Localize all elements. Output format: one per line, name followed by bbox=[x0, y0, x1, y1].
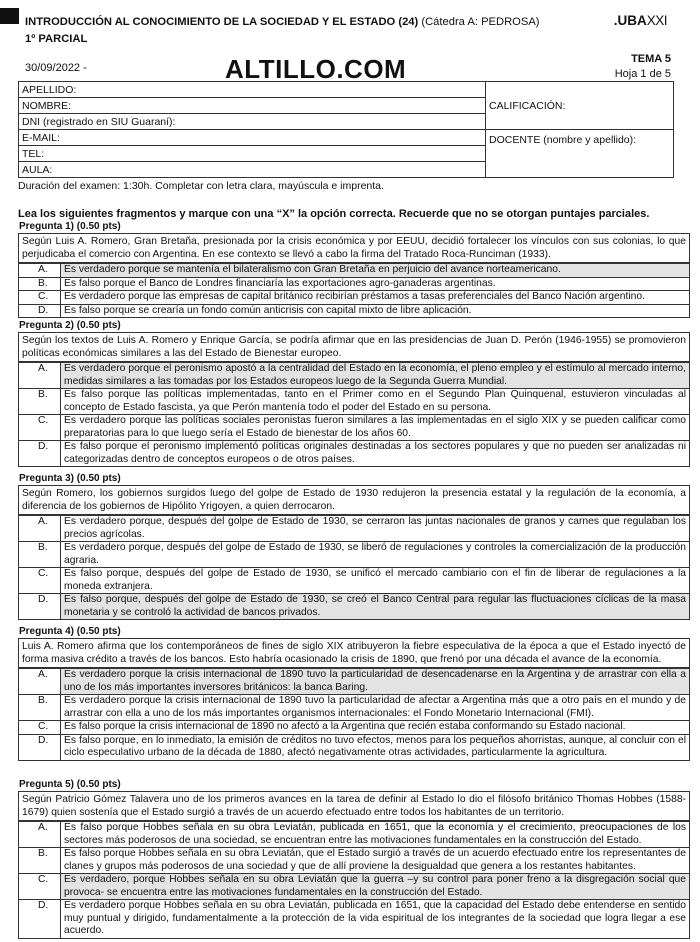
tema-label: TEMA 5 bbox=[631, 53, 671, 65]
option-text: Es verdadero, porque Hobbes señala en su obra Leviatán que la guerra –y su control para poner freno a la disgregación social que provoca- se encuentra entre las motivaciones fundamentales en la construcción del Estado. bbox=[60, 874, 689, 899]
answer-option[interactable] bbox=[19, 414, 689, 440]
option-text: Es falso porque el Banco de Londres financiaría las exportaciones agro-ganaderas argentinas. bbox=[60, 278, 689, 291]
question-stem: Según Romero, los gobiernos surgidos luego del golpe de Estado de 1930 redujeron la presencia estatal y la regulación de la economía, a diferencia de los gobiernos de Hipólito Yrigoyen, a quien derrocaron. bbox=[19, 486, 689, 515]
page-counter: Hoja 1 de 5 bbox=[614, 68, 671, 80]
question-label: Pregunta 1) (0.50 pts) bbox=[19, 221, 121, 232]
catedra-label: (Cátedra A: PEDROSA) bbox=[421, 16, 540, 28]
question-block bbox=[18, 233, 690, 318]
option-letter: A. bbox=[38, 822, 48, 833]
option-letter: A. bbox=[38, 264, 48, 275]
answer-option[interactable] bbox=[19, 362, 689, 388]
answer-option[interactable] bbox=[19, 720, 689, 734]
option-text: Es verdadero porque Hobbes señala en su obra Leviatán, publicada en 1651, que la capacidad del Estado debe entenderse en sentido muy puntual y dirigido, fundamentalmente a la protección de la vida espiritual de los integrantes de la sociedad que logra llegar a ese acuerdo. bbox=[60, 900, 689, 938]
option-text: Es verdadero porque las empresas de capital británico recibirían préstamos a tasas preferenciales del Banco Nación argentino. bbox=[60, 291, 689, 304]
course-name: INTRODUCCIÓN AL CONOCIMIENTO DE LA SOCIEDAD Y EL ESTADO (24) bbox=[25, 16, 419, 28]
option-text: Es falso porque, después del golpe de Estado de 1930, se unificó el mercado cambiario con el fin de liberar de regulaciones a la moneda extranjera. bbox=[60, 568, 689, 593]
option-letter: D. bbox=[38, 441, 49, 452]
answer-option[interactable] bbox=[19, 440, 689, 466]
option-letter: D. bbox=[38, 594, 49, 605]
option-letter: C. bbox=[38, 291, 49, 302]
option-letter: B. bbox=[38, 848, 48, 859]
option-text: Es verdadero porque la crisis internacional de 1890 tuvo la particularidad de afectar a Argentina más que a otro país en el mundo y de arrastrar con ella a uno de los más importantes organismos internacionales: el Fondo Monetario Internacional (FMI). bbox=[60, 695, 689, 720]
aula-field[interactable]: AULA: bbox=[19, 162, 486, 178]
option-text: Es falso porque Hobbes señala en su obra Leviatán, que el Estado surgió a través de un acuerdo efectuado entre los representantes de clanes y grupos más poderosos de una sociedad y que de allí proviene la desigualdad que genera a los restantes habitantes. bbox=[60, 848, 689, 873]
option-letter: A. bbox=[38, 363, 48, 374]
uba-logo-suffix: XXI bbox=[646, 13, 667, 28]
question-block bbox=[18, 638, 690, 761]
option-letter: D. bbox=[38, 734, 49, 746]
option-letter: C. bbox=[38, 874, 49, 885]
apellido-field[interactable]: APELLIDO: bbox=[19, 82, 486, 98]
uba-logo-text: .UBA bbox=[613, 13, 647, 28]
email-field[interactable]: E-MAIL: bbox=[19, 130, 486, 146]
answer-option[interactable] bbox=[19, 734, 689, 760]
question-label: Pregunta 3) (0.50 pts) bbox=[19, 473, 121, 484]
option-letter: C. bbox=[38, 721, 49, 732]
option-letter: B. bbox=[38, 389, 48, 400]
option-letter: B. bbox=[38, 695, 48, 706]
question-stem: Luis A. Romero afirma que los contemporáneos de fines de siglo XIX atribuyeron la fiebre especulativa de la época a que el Estado inyectó de forma masiva crédito a través de los bancos. Esto habría ocasionado la crisis de 1890, que frenó por una década el avance de la economía. bbox=[19, 639, 689, 668]
question-block bbox=[18, 332, 690, 467]
course-title bbox=[25, 16, 540, 28]
option-text: Es falso porque, después del golpe de Estado de 1930, se creó el Banco Central para regular las fluctuaciones cíclicas de la masa monetaria y se controló la actividad de bancos privados. bbox=[60, 594, 689, 619]
option-text: Es verdadero porque se mantenía el bilateralismo con Gran Bretaña en perjuicio del avance norteamericano. bbox=[60, 264, 689, 277]
option-text: Es falso porque, en lo inmediato, la emisión de créditos no tuvo efectos, menos para los pequeños ahorristas, aunque, al concluir con el ciclo especulativo urbano de la década de 1880, afectó negativamente otras actividades, particularmente la agricultura. bbox=[60, 735, 689, 760]
answer-option[interactable] bbox=[19, 567, 689, 593]
question-block bbox=[18, 485, 690, 620]
watermark: ALTILLO.COM bbox=[225, 54, 407, 84]
question-stem: Según los textos de Luis A. Romero y Enrique García, se podría afirmar que en las presidencias de Juan D. Perón (1946-1955) se promovieron políticas económicas similares a las del Estado de Bienestar europeo. bbox=[19, 333, 689, 362]
answer-option[interactable] bbox=[19, 277, 689, 291]
calificacion-field[interactable]: CALIFICACIÓN: bbox=[486, 82, 674, 130]
answer-option[interactable] bbox=[19, 821, 689, 847]
option-letter: D. bbox=[38, 900, 49, 911]
answer-option[interactable] bbox=[19, 899, 689, 938]
question-label: Pregunta 5) (0.50 pts) bbox=[19, 779, 121, 790]
corner-registration-mark bbox=[0, 8, 19, 24]
student-info-table bbox=[18, 81, 674, 178]
option-text: Es falso porque la crisis internacional de 1890 no afectó a la Argentina que recién estaba conformando su Estado nacional. bbox=[60, 721, 689, 734]
option-letter: C. bbox=[38, 568, 49, 579]
option-text: Es verdadero porque, después del golpe de Estado de 1930, se cerraron las juntas nacionales de granos y carnes que regulaban los precios agrícolas. bbox=[60, 516, 689, 541]
answer-option[interactable] bbox=[19, 263, 689, 277]
answer-option[interactable] bbox=[19, 304, 689, 318]
option-text: Es falso porque Hobbes señala en su obra Leviatán, publicada en 1651, que la economía y el crecimiento, preocupaciones de los sectores más poderosos de una sociedad, se encuentran entre las motivaciones fundamentales en la construcción del Estado. bbox=[60, 822, 689, 847]
option-letter: B. bbox=[38, 542, 48, 553]
option-letter: D. bbox=[38, 304, 49, 316]
exam-type: 1º PARCIAL bbox=[25, 33, 88, 45]
option-text: Es falso porque el peronismo implementó políticas originales destinadas a los sectores populares y que no pueden ser analizadas ni categorizadas dentro de conceptos europeos o de otros países. bbox=[60, 441, 689, 466]
option-letter: C. bbox=[38, 415, 49, 426]
option-text: Es verdadero porque la crisis internacional de 1890 tuvo la particularidad de desencadenarse en la Argentina y de arrastrar con ella a uno de los más importantes inversores británicos: la banca Baring. bbox=[60, 669, 689, 694]
option-text: Es verdadero porque el peronismo apostó a la centralidad del Estado en la economía, el pleno empleo y el estímulo al mercado interno, medidas similares a las tomadas por los Estados europeos luego de la Segunda Guerra Mundial. bbox=[60, 363, 689, 388]
question-stem: Según Patricio Gómez Talavera uno de los primeros avances en la tarea de definir al Estado lo dio el filósofo británico Thomas Hobbes (1588-1679) quien sostenía que el Estado surgió a través de un acuerdo efectuado entre todos los habitantes de un territorio. bbox=[19, 792, 689, 821]
option-text: Es falso porque las políticas implementadas, tanto en el Primer como en el Segundo Plan Quinquenal, estuvieron vinculadas al concepto de Estado fascista, ya que Perón mantenía todo el poder del Estado en su persona. bbox=[60, 389, 689, 414]
answer-option[interactable] bbox=[19, 290, 689, 304]
question-label: Pregunta 2) (0.50 pts) bbox=[19, 320, 121, 331]
question-block bbox=[18, 791, 690, 939]
question-label: Pregunta 4) (0.50 pts) bbox=[19, 626, 121, 637]
option-text: Es verdadero porque las políticas sociales peronistas fueron similares a las implementadas en el siglo XIX y se pueden calificar como preparatorias para lo que luego sería el Estado de bienestar de los años 60. bbox=[60, 415, 689, 440]
option-text: Es falso porque se crearía un fondo común anticrisis con capital mixto de libre aplicación. bbox=[60, 305, 689, 318]
question-stem: Según Luis A. Romero, Gran Bretaña, presionada por la crisis económica y por EEUU, decidió fortalecer los vínculos con sus colonias, lo que perjudicaba el comercio con Argentina. En ese contexto se llevó a cabo la firma del Tratado Roca-Runciman (1933). bbox=[19, 234, 689, 263]
tel-field[interactable]: TEL: bbox=[19, 146, 486, 162]
dni-field[interactable]: DNI (registrado en SIU Guaraní): bbox=[19, 114, 486, 130]
answer-option[interactable] bbox=[19, 541, 689, 567]
nombre-field[interactable]: NOMBRE: bbox=[19, 98, 486, 114]
answer-option[interactable] bbox=[19, 668, 689, 694]
instructions: Lea los siguientes fragmentos y marque con una “X” la opción correcta. Recuerde que no se otorgan puntajes parciales. bbox=[18, 208, 650, 220]
exam-date: 30/09/2022 - bbox=[25, 62, 87, 74]
answer-option[interactable] bbox=[19, 515, 689, 541]
answer-option[interactable] bbox=[19, 694, 689, 720]
answer-option[interactable] bbox=[19, 847, 689, 873]
answer-option[interactable] bbox=[19, 873, 689, 899]
answer-option[interactable] bbox=[19, 593, 689, 619]
option-text: Es verdadero porque, después del golpe de Estado de 1930, se liberó de regulaciones y controles la comercialización de la producción agraria. bbox=[60, 542, 689, 567]
exam-duration: Duración del examen: 1:30h. Completar con letra clara, mayúscula e imprenta. bbox=[18, 180, 384, 192]
uba-xxi-logo bbox=[614, 13, 667, 28]
answer-option[interactable] bbox=[19, 388, 689, 414]
option-letter: A. bbox=[38, 516, 48, 527]
docente-field[interactable]: DOCENTE (nombre y apellido): bbox=[486, 130, 674, 178]
option-letter: A. bbox=[38, 669, 48, 680]
option-letter: B. bbox=[38, 277, 48, 289]
